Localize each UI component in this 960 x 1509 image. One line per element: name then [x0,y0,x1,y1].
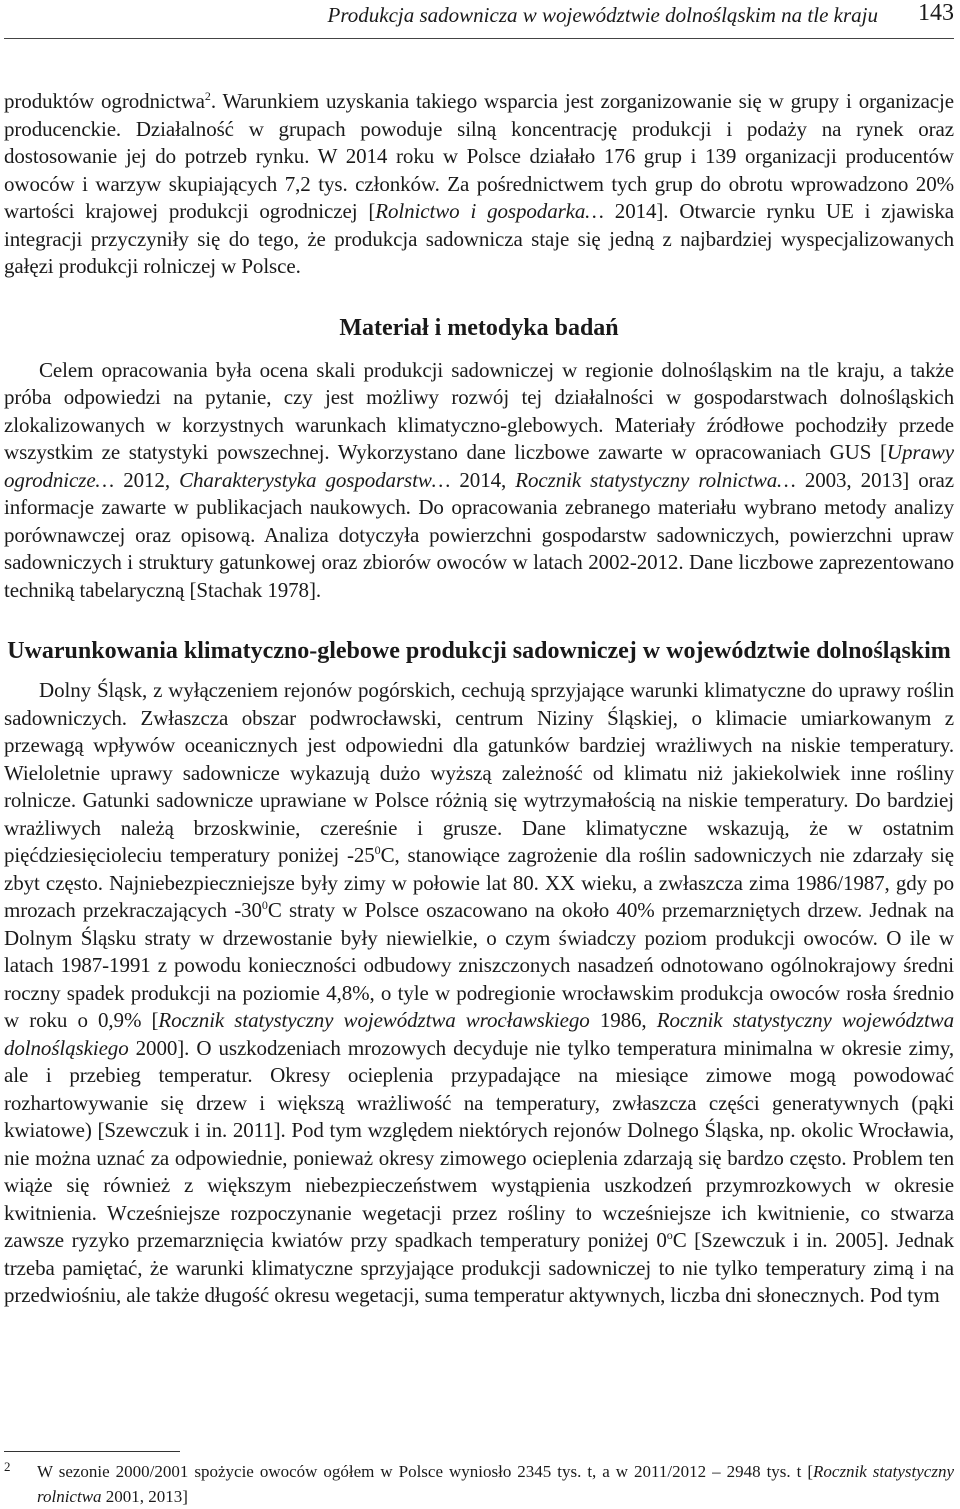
footnote-rule [4,1451,180,1452]
text-run: Celem opracowania była ocena skali produkcji sadowniczej w regionie dolnośląskim na tle kraju, a także próba odpowiedzi na pytanie, czy jest możliwy rozwój tej działalności w gospodarstwach dolnośląskich zlokalizowanych w korzystnych warunkach klimatyczno-glebowych. Materiały źródłowe pochodziły przede wszystkim ze statystyki powszechnej. Wykorzystano dane liczbowe zawarte w opracowaniach GUS [ [4,357,954,464]
text-run: 2003, 2013] oraz informacje zawarte w publikacjach naukowych. Do opracowania zebranego materiału wybrano metody analizy porównawczej oraz opisową. Analiza dotyczyła powierzchni gospodarstw sadowniczych, powierzchni upraw sadowniczych i struktury gatunkowej oraz zbiorów owoców w latach 2002-2012. Dane liczbowe zaprezentowano techniką tabelaryczną [Stachak 1978]. [4,467,954,602]
footnote-text [4,1459,954,1509]
footnote [4,1459,954,1509]
text-run: Dolny Śląsk, z wyłączeniem rejonów pogórskich, cechują sprzyjające warunki klimatyczne do uprawy roślin sadowniczych. Zwłaszcza obszar podwrocławski, centrum Niziny Śląskiej, o klimacie umiarkowanym z przewagą wpływów oceanicznych jest odpowiedni dla gatunków bardziej wrażliwych na niskie temperatury. Wieloletnie uprawy sadownicze wykazują dużo wyższą zależność od klimatu niż jakiekolwiek inne rośliny rolnicze. Gatunki sadownicze uprawiane w Polsce różnią się wytrzymałością na niskie temperatury. Do bardziej wrażliwych należą brzoskwinie, czereśnie i grusze. Dane klimatyczne wskazują, że w ostatnim pięćdziesięcioleciu temperatury poniżej -25 [4,678,954,867]
text-run: 2014, [450,467,516,492]
paragraph-intro-continuation [4,88,954,281]
text-run: 1986, [589,1008,657,1032]
citation-title: Rocznik statystyczny województwa wrocławskiego [158,1008,590,1032]
text-run: 2014]. Otwarcie rynku UE i zjawiska integracji przyczyniły się do tego, że produkcja sadownicza staje się jedną z najbardziej wyspecjalizowanych gałęzi produkcji rolniczej w Polsce. [4,199,954,278]
footnote-mark: 2 [4,1459,11,1474]
degree-superscript: o [666,1228,673,1242]
header-rule [4,38,954,39]
citation-title: Charakterystyka gospodarstw… [179,467,451,492]
citation-title: Rocznik statystyczny województwa dolnośląskiego [4,1008,954,1060]
citation-title: Uprawy ogrodnicze… [4,440,954,492]
text-run: C, stanowiące zagrożenie dla roślin sadowniczych nie zdarzały się zbyt często. Najniebezpieczniejsze były zimy w połowie lat 80. XX wieku, a zwłaszcza zima 1986/1987, gdy po mrozach przekraczających -30 [4,843,954,922]
text-run: 2001, 2013] [101,1487,188,1506]
degree-superscript: 0 [374,843,381,857]
citation-title: Rolnictwo i gospodarka… [375,199,604,223]
text-run: C straty w Polsce oszacowano na około 40% przemarzniętych drzew. Jednak na Dolnym Śląsku straty w drzewostanie były niewielkie, o czym świadczy poziom produkcji owoców. O ile w latach 1987-1991 z powodu konieczności odbudowy zniszczonych nasadzeń odnotowano ogólnokrajowy średni roczny spadek produkcji na poziomie 4,8%, o tyle w podregionie wrocławskim produkcja owoców rosła średnio w roku o 0,9% [ [4,898,954,1032]
citation-title: Rocznik statystyczny rolnictwa… [515,467,796,492]
degree-superscript: 0 [261,898,268,912]
text-run: W sezonie 2000/2001 spożycie owoców ogółem w Polsce wyniosło 2345 tys. t, a w 2011/2012 – 2948 tys. t [ [37,1462,814,1481]
paragraph-conditions [4,677,954,1310]
footnote-reference: 2 [204,89,211,103]
section-heading-method: Materiał i metodyka badań [339,314,619,341]
text-run: 2012, [114,467,180,492]
running-header [4,0,954,30]
page-number: 143 [918,0,954,26]
text-run: . Warunkiem uzyskania takiego wsparcia jest zorganizowanie się w grupy i organizacje producenckie. Działalność w grupach powoduje silną koncentrację produkcji i podaży na rynek oraz dostosowanie jej do potrzeb rynku. W 2014 roku w Polsce działało 176 grup i 139 organizacji producentów owoców i warzyw skupiających 7,2 tys. członków. Za pośrednictwem tych grup do obrotu wprowadzono 20% wartości krajowej produkcji ogrodniczej [ [4,89,954,223]
running-title: Produkcja sadownicza w województwie dolnośląskim na tle kraju [327,3,878,27]
section-heading-conditions: Uwarunkowania klimatyczno-glebowe produkcji sadowniczej w województwie dolnośląskim [7,638,951,664]
paragraph-method [4,357,954,605]
citation-title: Rocznik statystyczny rolnictwa [37,1462,955,1506]
text-run: C [Szewczuk i in. 2005]. Jednak trzeba pamiętać, że warunki klimatyczne sprzyjające produkcji sadowniczej to nie tylko temperatury zimą i na przedwiośniu, ale także długość okresu wegetacji, suma temperatur aktywnych, liczba dni słonecznych. Pod tym [4,1228,954,1307]
text-run: 2000]. O uszkodzeniach mrozowych decyduje nie tylko temperatura minimalna w okresie zimy, ale i przebieg temperatur. Okresy ocieplenia przypadające na miesiące zimowe mogą powodować rozhartowywanie się drzew i większą wrażliwość na temperatury, zwłaszcza części generatywnych (pąki kwiatowe) [Szewczuk i in. 2011]. Pod tym względem niektórych rejonów Dolnego Śląska, np. okolic Wrocławia, nie można uznać za odpowiednie, ponieważ okresy zimowego ocieplenia zdarzają się bardzo często. Problem ten wiąże się również z większym niebezpieczeństwem wystąpienia uszkodzeń przymrozkowych w okresie kwitnienia. Wcześniejsze rozpoczynanie wegetacji przez rośliny to wcześniejsze ich kwitnienie, co stwarza zawsze ryzyko przemarznięcia kwiatów przy spadkach temperatury poniżej 0 [4,1035,954,1252]
text-run: produktów ogrodnictwa [4,89,205,113]
